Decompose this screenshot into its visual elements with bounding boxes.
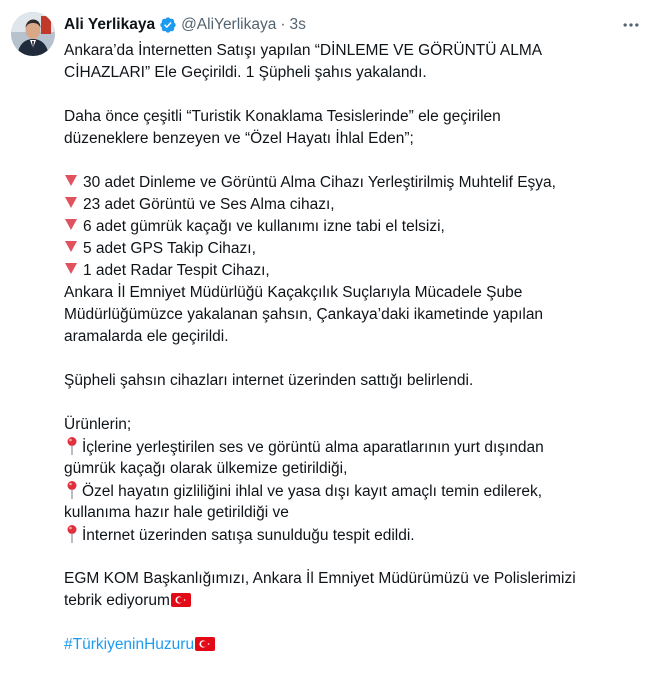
text-line: CİHAZLARI” Ele Geçirildi. 1 Şüpheli şahıs yakalandı.: [64, 64, 427, 81]
tweet-header: [64, 12, 622, 38]
author-name[interactable]: Ali Yerlikaya: [64, 16, 156, 33]
red-pushpin-icon: [64, 436, 80, 456]
list-item: [64, 194, 650, 216]
author-handle[interactable]: @AliYerlikaya: [181, 16, 277, 33]
list-item-text: Özel hayatın gizliliğini ihlal ve yasa dışı kayıt amaçlı temin edilerek,: [82, 483, 543, 500]
list-item: [64, 216, 650, 238]
text-line: Ankara’da İnternetten Satışı yapılan “DİNLEME VE GÖRÜNTÜ ALMA: [64, 42, 543, 59]
text-line: düzeneklere benzeyen ve “Özel Hayatı İhlal Eden”;: [64, 130, 414, 147]
list-item-text: 1 adet Radar Tespit Cihazı,: [83, 262, 270, 279]
list-item-text: İçlerine yerleştirilen ses ve görüntü alma aparatlarının yurt dışından: [82, 439, 544, 456]
text-line: Ankara İl Emniyet Müdürlüğü Kaçakçılık Suçlarıyla Mücadele Şube: [64, 284, 523, 301]
red-down-triangle-icon: [65, 263, 77, 274]
red-down-triangle-icon: [65, 197, 77, 208]
more-options-button[interactable]: [618, 12, 644, 38]
avatar[interactable]: [11, 12, 55, 56]
red-pushpin-icon: [64, 524, 80, 544]
text-line: gümrük kaçağı olarak ülkemize getirildiği,: [64, 460, 348, 477]
verified-badge-icon: [159, 16, 177, 34]
list-item: [64, 172, 650, 194]
text-line: [64, 634, 650, 656]
list-item: [64, 436, 650, 458]
list-item: [64, 524, 650, 546]
list-item: [64, 260, 650, 282]
red-down-triangle-icon: [65, 219, 77, 230]
text-line: Daha önce çeşitli “Turistik Konaklama Tesislerinde” ele geçirilen: [64, 108, 501, 125]
more-options-icon: [621, 15, 641, 35]
hashtag-link[interactable]: #TürkiyeninHuzuru: [64, 636, 195, 653]
text-line: Ürünlerin;: [64, 416, 132, 433]
text-line: Müdürlüğümüzce yakalanan şahsın, Çankaya’daki ikametinde yapılan: [64, 306, 544, 323]
red-pushpin-icon: [64, 480, 80, 500]
turkey-flag-icon: [171, 593, 191, 607]
text-line: [64, 590, 650, 612]
tweet-text: [64, 40, 650, 656]
tweet-timestamp[interactable]: 3s: [289, 16, 306, 33]
list-item-text: 5 adet GPS Takip Cihazı,: [83, 240, 256, 257]
closing-text: tebrik ediyorum: [64, 592, 170, 609]
list-item-text: 6 adet gümrük kaçağı ve kullanımı izne tabi el telsizi,: [83, 218, 445, 235]
list-item: [64, 480, 650, 502]
turkey-flag-icon: [195, 637, 215, 651]
text-line: Şüpheli şahsın cihazları internet üzerinden sattığı belirlendi.: [64, 372, 474, 389]
red-down-triangle-icon: [65, 175, 77, 186]
avatar-image: [11, 12, 55, 56]
list-item-text: 23 adet Görüntü ve Ses Alma cihazı,: [83, 196, 335, 213]
red-down-triangle-icon: [65, 241, 77, 252]
list-item-text: 30 adet Dinleme ve Görüntü Alma Cihazı Yerleştirilmiş Muhtelif Eşya,: [83, 174, 556, 191]
text-line: kullanıma hazır hale getirildiği ve: [64, 504, 289, 521]
text-line: aramalarda ele geçirildi.: [64, 328, 229, 345]
text-line: EGM KOM Başkanlığımızı, Ankara İl Emniyet Müdürümüzü ve Polislerimizi: [64, 570, 576, 587]
list-item: [64, 238, 650, 260]
list-item-text: İnternet üzerinden satışa sunulduğu tespit edildi.: [82, 527, 415, 544]
separator-dot: ·: [280, 16, 286, 33]
